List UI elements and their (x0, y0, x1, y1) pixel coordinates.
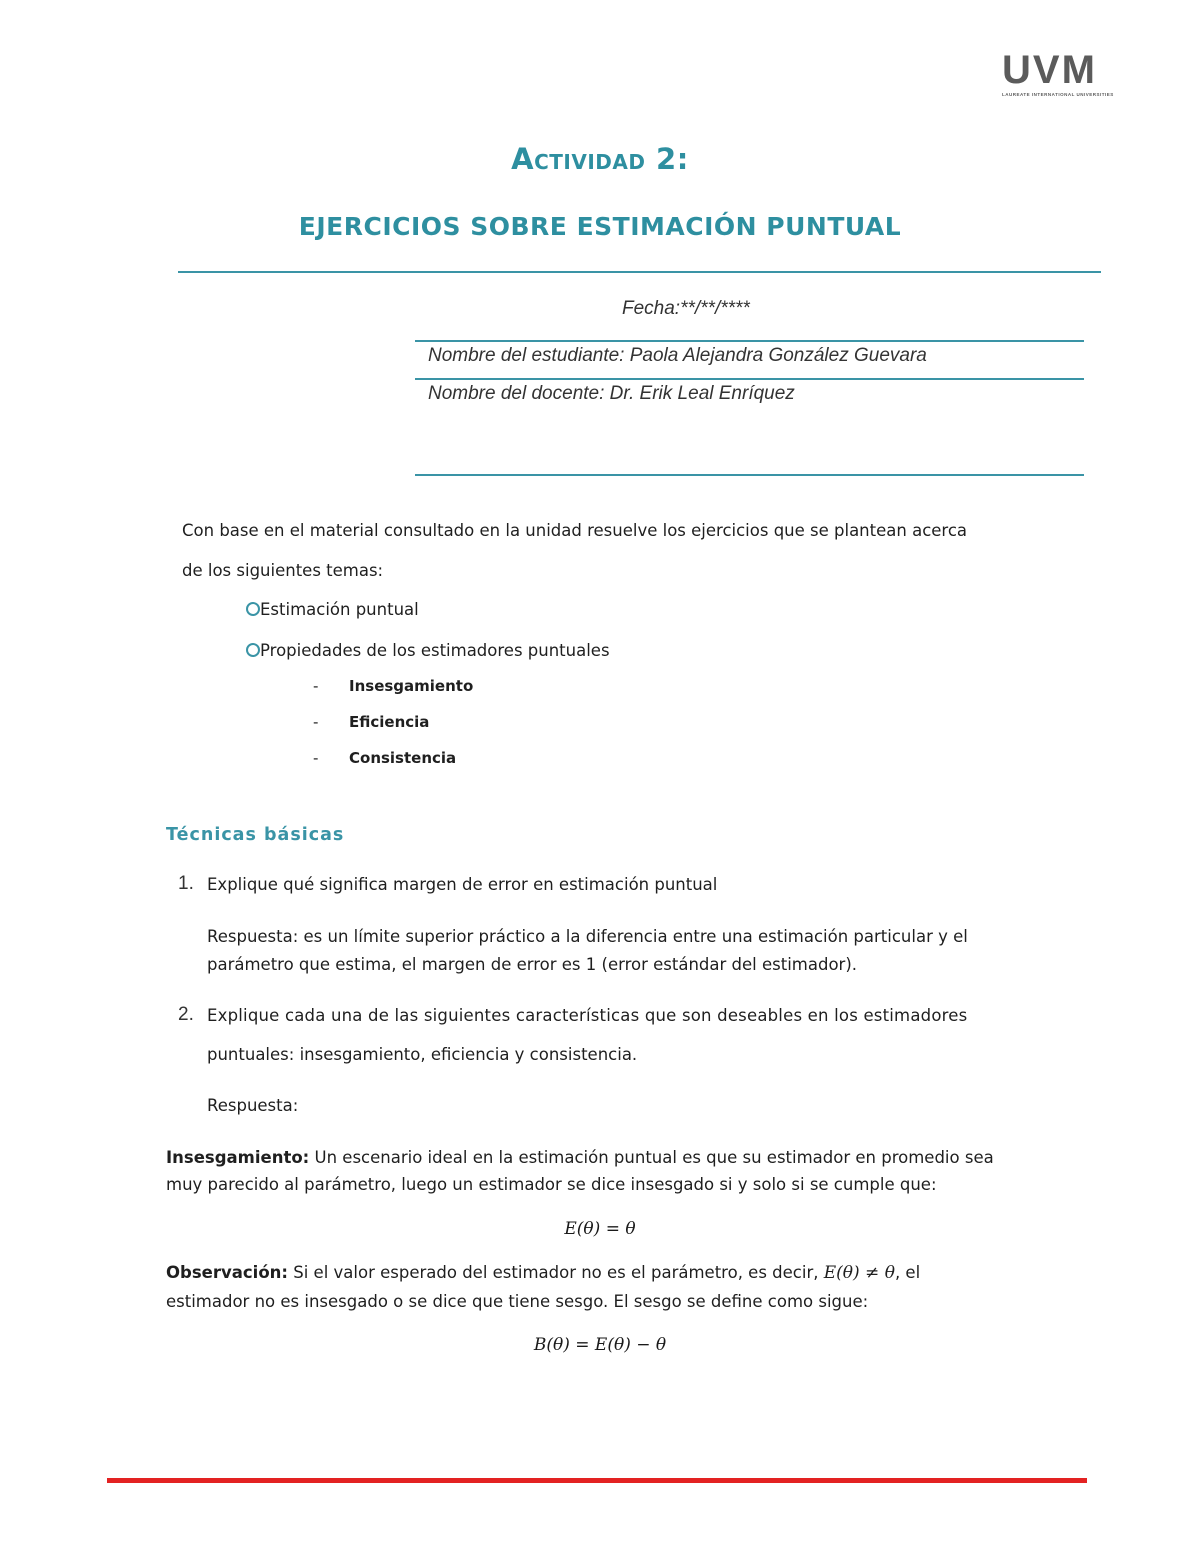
section-heading: Técnicas básicas (166, 825, 345, 845)
intro-line-1: Con base en el material consultado en la unidad resuelve los ejercicios que se plantean acerca (182, 521, 968, 540)
subtopic-item (313, 677, 473, 695)
footer-line (107, 1478, 1087, 1483)
document-subtitle: EJERCICIOS SOBRE ESTIMACIÓN PUNTUAL (298, 212, 902, 241)
answer-1-line-1: Respuesta: es un límite superior práctico a la diferencia entre una estimación particular y el (207, 927, 968, 946)
observation-label: Observación: (166, 1263, 288, 1282)
formula-bias: B(θ) = E(θ) − θ (533, 1335, 667, 1355)
meta-divider-3 (415, 474, 1084, 476)
question-number: 1. (178, 873, 194, 894)
formula-inline: E(θ) ≠ θ (823, 1263, 895, 1283)
observation-text: Si el valor esperado del estimador no es el parámetro, es decir, (288, 1263, 824, 1282)
topic-label: Estimación puntual (260, 600, 419, 619)
title-text: Actividad 2: (511, 142, 689, 176)
logo-tagline: LAUREATE INTERNATIONAL UNIVERSITIES (1002, 92, 1114, 97)
question-1: Explique qué significa margen de error en estimación puntual (207, 875, 718, 894)
answer-1-line-2: parámetro que estima, el margen de error es 1 (error estándar del estimador). (207, 955, 858, 974)
subtopic-item (313, 713, 429, 731)
question-2-line-1: Explique cada una de las siguientes características que son deseables en los estimadores (207, 1006, 968, 1025)
question-2-line-2: puntuales: insesgamiento, eficiencia y consistencia. (207, 1045, 638, 1064)
meta-divider-2 (415, 378, 1084, 380)
observation-line-2: estimador no es insesgado o se dice que tiene sesgo. El sesgo se define como sigue: (166, 1292, 869, 1311)
subtopic-label: Consistencia (349, 749, 457, 767)
teacher-name: Nombre del docente: Dr. Erik Leal Enríquez (428, 383, 795, 404)
topic-item (246, 600, 419, 619)
insesgamiento-line-1 (166, 1148, 994, 1167)
answer-2-label: Respuesta: (207, 1096, 299, 1115)
observation-line-1 (166, 1263, 920, 1283)
uvm-logo (1002, 50, 1128, 100)
topic-label: Propiedades de los estimadores puntuales (260, 641, 610, 660)
meta-divider-1 (415, 340, 1084, 342)
document-title (0, 142, 1200, 176)
insesgamiento-text: Un escenario ideal en la estimación puntual es que su estimador en promedio sea (309, 1148, 994, 1167)
dash-bullet: - (313, 677, 319, 695)
circle-bullet-icon (246, 643, 260, 657)
dash-bullet: - (313, 713, 319, 731)
title-divider (178, 271, 1101, 273)
observation-tail: , el (894, 1263, 921, 1282)
subtopic-item (313, 749, 456, 767)
dash-bullet: - (313, 749, 319, 767)
topic-item (246, 641, 610, 660)
insesgamiento-line-2: muy parecido al parámetro, luego un estimador se dice insesgado si y solo si se cumple que: (166, 1175, 937, 1194)
date-field: Fecha:**/**/**** (622, 298, 750, 319)
subtopic-label: Insesgamiento (349, 677, 474, 695)
circle-bullet-icon (246, 602, 260, 616)
student-name: Nombre del estudiante: Paola Alejandra González Guevara (428, 345, 927, 366)
insesgamiento-label: Insesgamiento: (166, 1148, 310, 1167)
subtopic-label: Eficiencia (349, 713, 430, 731)
question-number: 2. (178, 1004, 194, 1025)
formula-unbiased: E(θ) = θ (564, 1219, 636, 1239)
logo-wordmark: UVM (1002, 48, 1097, 92)
intro-line-2: de los siguientes temas: (182, 561, 384, 580)
